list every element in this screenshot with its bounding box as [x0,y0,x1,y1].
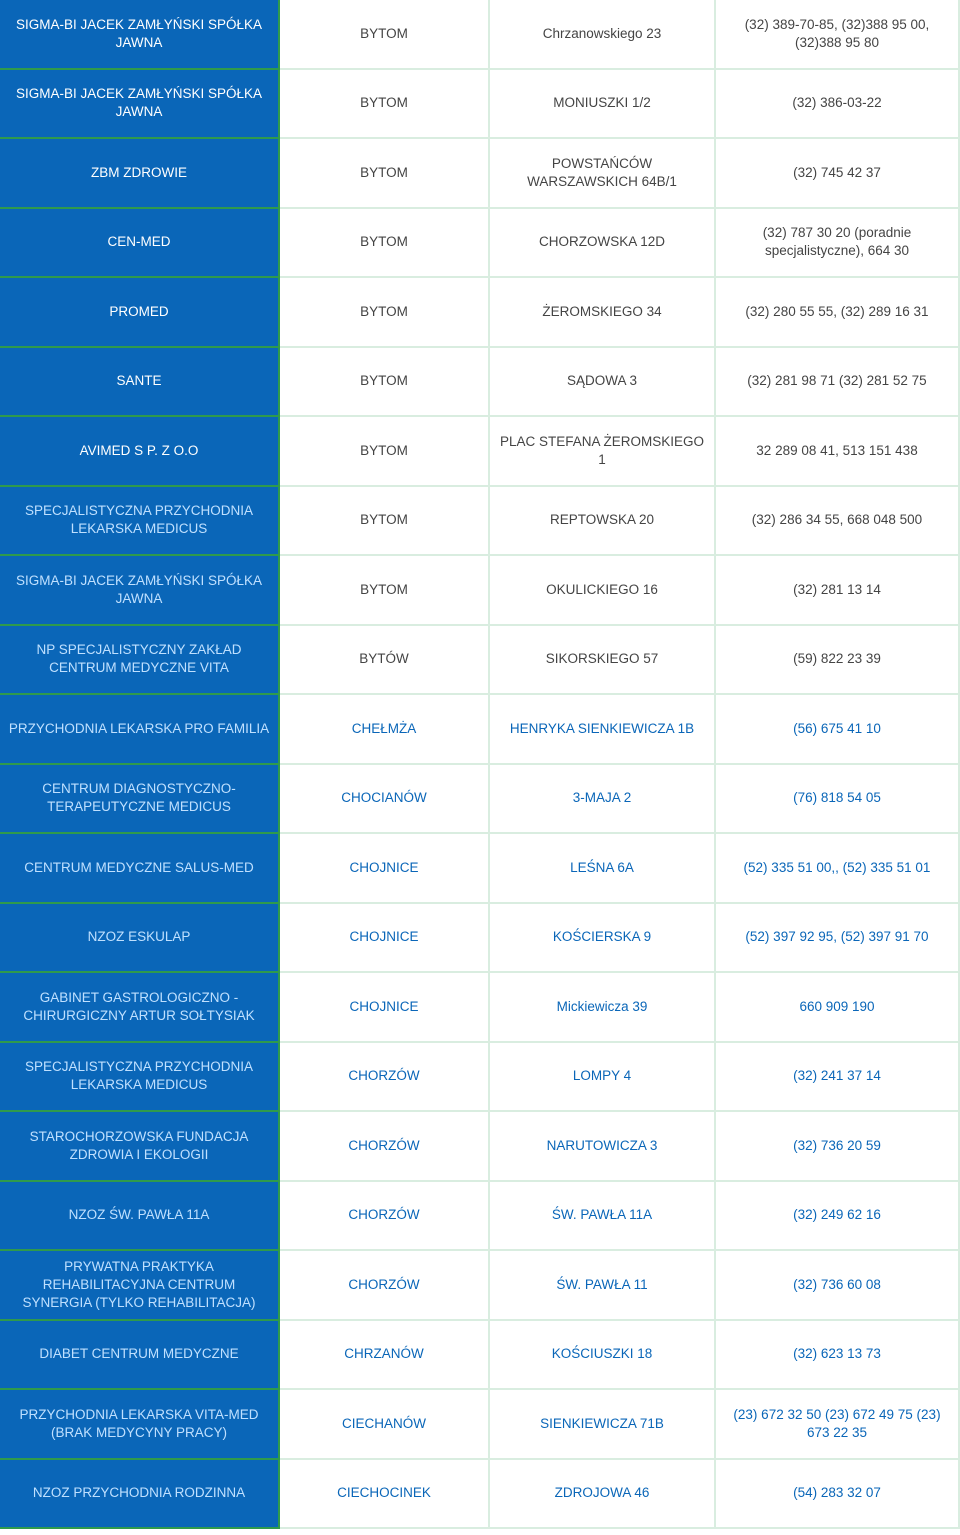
facility-city: BYTOM [280,278,490,348]
facility-address: KOŚCIUSZKI 18 [490,1321,716,1391]
facility-city: CIECHANÓW [280,1390,490,1460]
facility-address: ŚW. PAWŁA 11A [490,1182,716,1252]
facility-name: NZOZ ESKULAP [0,904,280,974]
facility-phone: (32) 281 98 71 (32) 281 52 75 [716,348,960,418]
facility-name: PROMED [0,278,280,348]
facility-city: BYTOM [280,417,490,487]
facility-address: PLAC STEFANA ŻEROMSKIEGO 1 [490,417,716,487]
facility-phone: (32) 787 30 20 (poradnie specjalistyczne), 664 30 [716,209,960,279]
facility-name: SIGMA-BI JACEK ZAMŁYŃSKI SPÓŁKA JAWNA [0,556,280,626]
facility-city: BYTOM [280,70,490,140]
facility-address: SĄDOWA 3 [490,348,716,418]
facility-address: NARUTOWICZA 3 [490,1112,716,1182]
facility-phone: (52) 335 51 00,, (52) 335 51 01 [716,834,960,904]
facility-name: NZOZ ŚW. PAWŁA 11A [0,1182,280,1252]
facility-phone: (32) 281 13 14 [716,556,960,626]
facility-city: CHOJNICE [280,834,490,904]
facility-address: SIENKIEWICZA 71B [490,1390,716,1460]
facility-city: CHORZÓW [280,1251,490,1321]
facility-name: CENTRUM MEDYCZNE SALUS-MED [0,834,280,904]
facility-name: PRZYCHODNIA LEKARSKA PRO FAMILIA [0,695,280,765]
facility-address: ŚW. PAWŁA 11 [490,1251,716,1321]
facility-address: LOMPY 4 [490,1043,716,1113]
facility-phone: (32) 386-03-22 [716,70,960,140]
facility-city: BYTOM [280,348,490,418]
facility-city: CIECHOCINEK [280,1460,490,1530]
facility-address: POWSTAŃCÓW WARSZAWSKICH 64B/1 [490,139,716,209]
facility-phone: (32) 249 62 16 [716,1182,960,1252]
facility-phone: (52) 397 92 95, (52) 397 91 70 [716,904,960,974]
facility-city: CHRZANÓW [280,1321,490,1391]
facility-city: CHEŁMŻA [280,695,490,765]
facility-phone: (76) 818 54 05 [716,765,960,835]
facility-phone: 660 909 190 [716,973,960,1043]
facility-address: 3-MAJA 2 [490,765,716,835]
facility-address: KOŚCIERSKA 9 [490,904,716,974]
facility-phone: (32) 241 37 14 [716,1043,960,1113]
facility-address: OKULICKIEGO 16 [490,556,716,626]
facility-city: BYTOM [280,487,490,557]
facility-city: CHORZÓW [280,1043,490,1113]
facility-address: ZDROJOWA 46 [490,1460,716,1530]
facility-name: SPECJALISTYCZNA PRZYCHODNIA LEKARSKA MEDICUS [0,1043,280,1113]
facility-name: DIABET CENTRUM MEDYCZNE [0,1321,280,1391]
facility-name: SIGMA-BI JACEK ZAMŁYŃSKI SPÓŁKA JAWNA [0,0,280,70]
facility-address: LEŚNA 6A [490,834,716,904]
facility-phone: 32 289 08 41, 513 151 438 [716,417,960,487]
facility-name: PRYWATNA PRAKTYKA REHABILITACYJNA CENTRUM SYNERGIA (TYLKO REHABILITACJA) [0,1251,280,1321]
facility-name: SANTE [0,348,280,418]
facility-address: REPTOWSKA 20 [490,487,716,557]
facility-city: CHOCIANÓW [280,765,490,835]
facility-city: CHOJNICE [280,904,490,974]
facility-phone: (32) 286 34 55, 668 048 500 [716,487,960,557]
facility-name: SIGMA-BI JACEK ZAMŁYŃSKI SPÓŁKA JAWNA [0,70,280,140]
facility-phone: (32) 623 13 73 [716,1321,960,1391]
facility-address: HENRYKA SIENKIEWICZA 1B [490,695,716,765]
facility-name: CENTRUM DIAGNOSTYCZNO-TERAPEUTYCZNE MEDICUS [0,765,280,835]
facility-city: BYTOM [280,0,490,70]
facility-address: ŻEROMSKIEGO 34 [490,278,716,348]
facility-city: CHORZÓW [280,1112,490,1182]
facility-phone: (56) 675 41 10 [716,695,960,765]
facility-phone: (32) 745 42 37 [716,139,960,209]
facility-name: NP SPECJALISTYCZNY ZAKŁAD CENTRUM MEDYCZNE VITA [0,626,280,696]
facility-name: AVIMED S P. Z O.O [0,417,280,487]
facility-phone: (23) 672 32 50 (23) 672 49 75 (23) 673 22 35 [716,1390,960,1460]
facility-name: NZOZ PRZYCHODNIA RODZINNA [0,1460,280,1530]
facility-city: BYTÓW [280,626,490,696]
facility-name: ZBM ZDROWIE [0,139,280,209]
facility-phone: (32) 736 20 59 [716,1112,960,1182]
facility-city: BYTOM [280,139,490,209]
facility-city: CHORZÓW [280,1182,490,1252]
facility-name: STAROCHORZOWSKA FUNDACJA ZDROWIA I EKOLOGII [0,1112,280,1182]
facility-name: SPECJALISTYCZNA PRZYCHODNIA LEKARSKA MEDICUS [0,487,280,557]
facility-phone: (59) 822 23 39 [716,626,960,696]
facility-phone: (32) 389-70-85, (32)388 95 00, (32)388 95 80 [716,0,960,70]
facility-address: CHORZOWSKA 12D [490,209,716,279]
facility-name: CEN-MED [0,209,280,279]
facility-phone: (32) 280 55 55, (32) 289 16 31 [716,278,960,348]
facility-name: PRZYCHODNIA LEKARSKA VITA-MED (BRAK MEDYCYNY PRACY) [0,1390,280,1460]
facility-phone: (32) 736 60 08 [716,1251,960,1321]
facility-name: GABINET GASTROLOGICZNO - CHIRURGICZNY ARTUR SOŁTYSIAK [0,973,280,1043]
facility-address: Chrzanowskiego 23 [490,0,716,70]
facility-address: MONIUSZKI 1/2 [490,70,716,140]
facility-city: CHOJNICE [280,973,490,1043]
facility-address: SIKORSKIEGO 57 [490,626,716,696]
facility-city: BYTOM [280,209,490,279]
facility-phone: (54) 283 32 07 [716,1460,960,1530]
facility-city: BYTOM [280,556,490,626]
facility-address: Mickiewicza 39 [490,973,716,1043]
